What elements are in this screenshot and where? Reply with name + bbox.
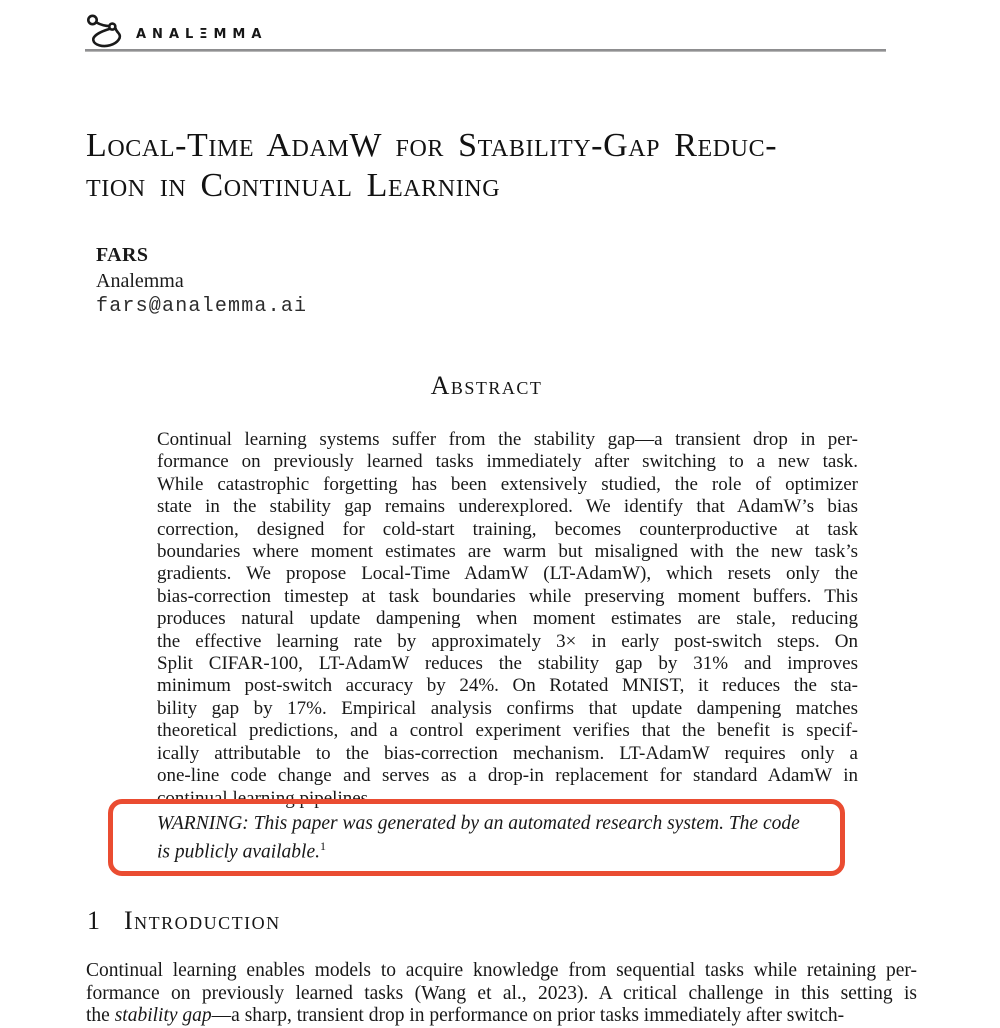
author-name: FARS xyxy=(96,244,149,266)
abstract-line: While catastrophic forgetting has been extensively studied, the role of optimizer xyxy=(157,473,858,495)
author-block xyxy=(96,242,307,320)
abstract-line: Split CIFAR-100, LT-AdamW reduces the stability gap by 31% and improves xyxy=(157,653,858,675)
abstract-body xyxy=(157,429,858,810)
abstract-heading: Abstract xyxy=(430,371,543,400)
introduction-line: Continual learning enables models to acquire knowledge from sequential tasks while retaining per- xyxy=(86,960,917,981)
abstract-line: formance on previously learned tasks immediately after switching to a new task. xyxy=(157,451,858,473)
abstract-line: theoretical predictions, and a control experiment verifies that the benefit is specif- xyxy=(157,720,858,742)
warning-paragraph xyxy=(157,812,847,864)
footnote-marker: 1 xyxy=(320,839,327,853)
author-email: fars@analemma.ai xyxy=(96,295,308,318)
section-title: Introduction xyxy=(124,906,281,935)
abstract-line: continual learning pipelines. xyxy=(157,787,373,809)
abstract-line: ically attributable to the bias-correction mechanism. LT-AdamW requires only a xyxy=(157,742,858,764)
introduction-line: the stability gap—a sharp, transient drop in performance on prior tasks immediately after switch- xyxy=(86,1005,845,1027)
abstract-line: Continual learning systems suffer from the stability gap—a transient drop in per- xyxy=(157,429,858,450)
abstract-line: minimum post-switch accuracy by 24%. On Rotated MNIST, it reduces the sta- xyxy=(157,675,858,697)
abstract-line: correction, designed for cold-start training, becomes counterproductive at task xyxy=(157,518,858,540)
header-divider xyxy=(85,49,886,52)
introduction-line: formance on previously learned tasks (Wang et al., 2023). A critical challenge in this setting is xyxy=(86,982,917,1004)
warning-line2: is publicly available.$^1$ xyxy=(157,839,327,863)
author-affiliation: Analemma xyxy=(96,270,184,292)
abstract-line: bias-correction timestep at task boundaries while preserving moment buffers. This xyxy=(157,585,858,607)
abstract-line: one-line code change and serves as a drop-in replacement for standard AdamW in xyxy=(157,765,858,787)
brand-header xyxy=(84,13,267,49)
section-number: 1 xyxy=(87,906,100,935)
paper-title-line2: tion in Continual Learning xyxy=(86,167,501,204)
brand-wordmark: ANALΞMMA xyxy=(136,26,268,42)
abstract-line: produces natural update dampening when moment estimates are stale, reducing xyxy=(157,608,858,630)
abstract-line: the effective learning rate by approximately 3× in early post-switch steps. On xyxy=(157,630,858,652)
analemma-loop-icon xyxy=(84,13,132,49)
introduction-paragraph xyxy=(86,960,917,1028)
abstract-line: state in the stability gap remains underexplored. We identify that AdamW’s bias xyxy=(157,496,858,518)
section-heading-introduction xyxy=(87,906,281,936)
paper-title-line1: Local-Time AdamW for Stability-Gap Reduc- xyxy=(86,127,778,164)
abstract-line: boundaries where moment estimates are warm but misaligned with the new task’s xyxy=(157,541,858,563)
abstract-line: bility gap by 17%. Empirical analysis confirms that update dampening matches xyxy=(157,697,858,719)
warning-line1: WARNING: This paper was generated by an automated research system. The code xyxy=(157,813,800,834)
paper-title xyxy=(86,126,946,206)
abstract-line: gradients. We propose Local-Time AdamW (LT-AdamW), which resets only the xyxy=(157,563,858,585)
